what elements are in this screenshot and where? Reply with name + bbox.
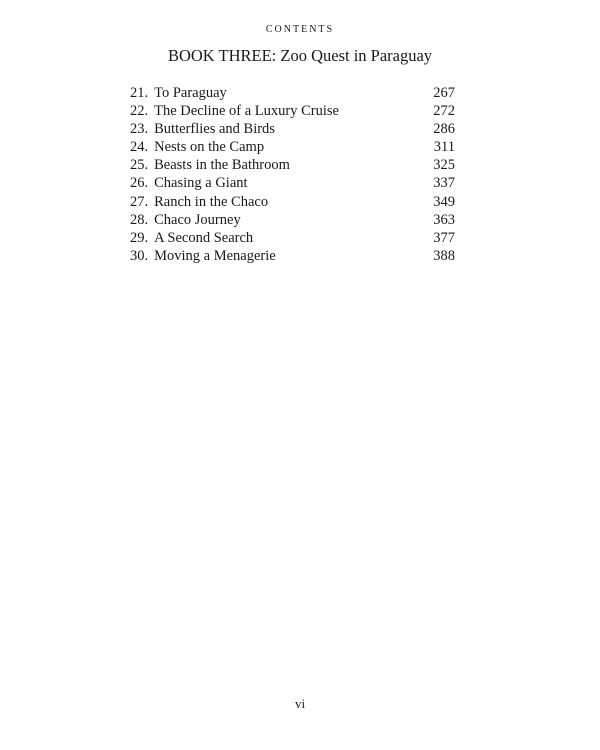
page-number: 349 bbox=[433, 193, 455, 210]
toc-entry bbox=[130, 174, 455, 192]
chapter-title: Chaco Journey bbox=[154, 211, 241, 228]
page-number: 388 bbox=[433, 247, 455, 264]
chapter-title: Ranch in the Chaco bbox=[154, 193, 269, 210]
toc-entry bbox=[130, 156, 455, 174]
toc-entry bbox=[130, 84, 455, 102]
chapter-number: 23. bbox=[130, 121, 149, 138]
page-number: 377 bbox=[433, 229, 455, 246]
chapter-number: 30. bbox=[130, 247, 149, 264]
chapter-title: Beasts in the Bathroom bbox=[154, 157, 290, 174]
chapter-number: 25. bbox=[130, 157, 149, 174]
toc-entry bbox=[130, 247, 455, 265]
chapter-title: A Second Search bbox=[154, 229, 254, 246]
chapter-number: 22. bbox=[130, 103, 149, 120]
book-section-title: BOOK THREE: Zoo Quest in Paraguay bbox=[167, 46, 433, 65]
toc-entry bbox=[130, 102, 455, 120]
page-number: 272 bbox=[433, 103, 455, 120]
chapter-number: 28. bbox=[130, 211, 149, 228]
chapter-title: Moving a Menagerie bbox=[154, 247, 276, 264]
chapter-number: 24. bbox=[130, 139, 149, 156]
chapter-number: 21. bbox=[130, 85, 149, 101]
chapter-title: Nests on the Camp bbox=[154, 139, 265, 156]
chapter-title: The Decline of a Luxury Cruise bbox=[154, 103, 339, 120]
page-number: 311 bbox=[433, 139, 455, 156]
chapter-title: To Paraguay bbox=[154, 85, 227, 101]
chapter-number: 27. bbox=[130, 193, 149, 210]
chapter-title: Butterflies and Birds bbox=[154, 121, 275, 138]
page-folio: vi bbox=[294, 696, 306, 711]
running-head: CONTENTS bbox=[265, 24, 335, 35]
toc-entry bbox=[130, 229, 455, 247]
toc-entry bbox=[130, 120, 455, 138]
toc-entry bbox=[130, 193, 455, 211]
chapter-title: Chasing a Giant bbox=[154, 175, 248, 192]
chapter-number: 29. bbox=[130, 229, 149, 246]
chapter-number: 26. bbox=[130, 175, 149, 192]
page-number: 325 bbox=[433, 157, 455, 174]
page-number: 267 bbox=[433, 85, 455, 101]
table-of-contents bbox=[130, 84, 455, 265]
toc-entry bbox=[130, 138, 455, 156]
toc-entry bbox=[130, 211, 455, 229]
page-number: 337 bbox=[433, 175, 455, 192]
page-number: 363 bbox=[433, 211, 455, 228]
page-number: 286 bbox=[433, 121, 455, 138]
